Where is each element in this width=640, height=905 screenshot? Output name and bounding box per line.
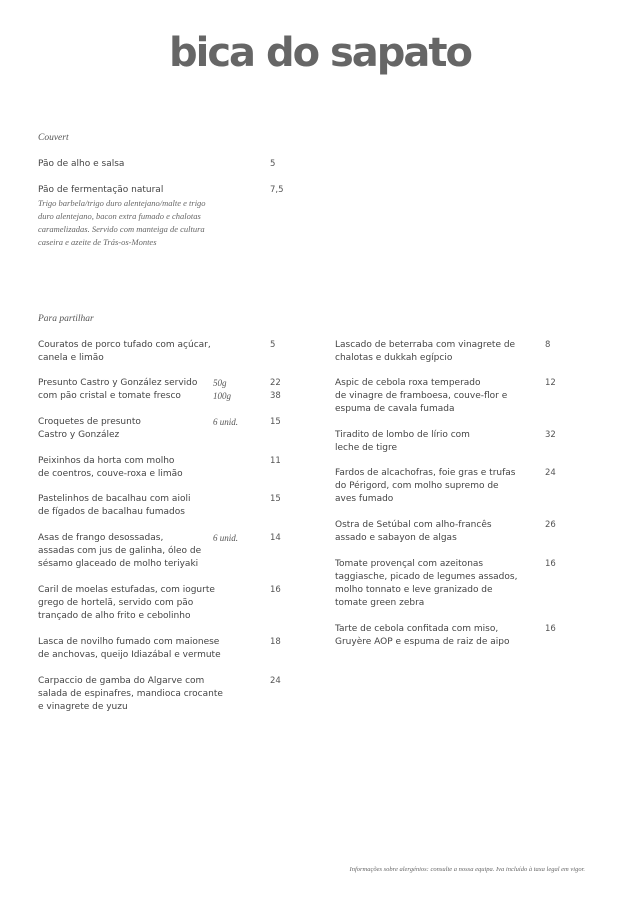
menu-item [335,339,535,365]
item-name: Pão de alho e salsa [38,159,125,169]
menu-item [38,675,268,714]
footer-note: Informações sobre alergénios: consulte a nossa equipa. Iva incluído à taxa legal em vigor. [349,866,585,873]
item-quantity: 50g 100g [213,378,231,401]
item-price: 16 [545,624,556,634]
item-name: Fardos de alcachofras, foie gras e trufas do Périgord, com molho supremo de aves fumado [335,468,516,504]
item-quantity: 6 unid. [213,533,239,543]
item-price: 24 [545,468,556,478]
item-name: Peixinhos da horta com molho de coentros, couve-roxa e limão [38,456,183,479]
item-price: 15 [270,494,281,504]
menu-item [38,339,258,365]
item-price: 12 [545,378,556,388]
item-price: 14 [270,533,281,543]
item-price: 22 38 [270,378,281,401]
item-price: 7,5 [270,185,284,195]
item-price: 8 [545,340,551,350]
item-price: 18 [270,637,281,647]
menu-item [335,377,535,416]
menu-item [38,584,268,623]
item-quantity: 6 unid. [213,417,239,427]
item-name: Pastelinhos de bacalhau com aioli de fígados de bacalhau fumados [38,494,191,517]
item-price: 5 [270,159,276,169]
menu-item [335,558,540,610]
item-name: Tiradito de lombo de lírio com leche de tigre [335,430,470,453]
menu-item [335,467,540,506]
section-label-share: Para partilhar [38,314,94,324]
menu-item [38,455,258,481]
item-price: 11 [270,456,281,466]
item-name: Asas de frango desossadas, assadas com jus de galinha, óleo de sésamo glaceado de molho teriyaki [38,533,202,569]
item-description: Trigo barbela/trigo duro alentejano/malte e trigo duro alentejano, bacon extra fumado e chalotas caramelizadas. Servido com manteiga de cultura caseira e azeite de Trás-os-Montes [38,198,206,247]
item-name: Ostra de Setúbal com alho-francês assado e sabayon de algas [335,520,492,543]
menu-item [335,519,535,545]
item-name: Caril de moelas estufadas, com iogurte grego de hortelã, servido com pão trançado de alho frito e cebolinho [38,585,215,621]
menu-item [38,158,258,171]
menu-item [38,493,258,519]
item-name: Pão de fermentação natural [38,185,164,195]
item-price: 16 [545,559,556,569]
item-name: Aspic de cebola roxa temperado de vinagre de framboesa, couve-flor e espuma de cavala fumada [335,378,508,414]
item-price: 16 [270,585,281,595]
item-name: Couratos de porco tufado com açúcar, canela e limão [38,340,211,363]
menu-item [38,184,263,249]
item-name: Carpaccio de gamba do Algarve com salada de espinafres, mandioca crocante e vinagrete de yuzu [38,676,223,712]
item-name: Croquetes de presunto Castro y González [38,417,141,440]
menu-item [335,623,540,649]
item-price: 26 [545,520,556,530]
menu-item [335,429,535,455]
item-price: 5 [270,340,276,350]
menu-item [38,636,268,662]
section-label-couvert: Couvert [38,133,69,143]
item-name: Presunto Castro y González servido com pão cristal e tomate fresco [38,378,198,401]
restaurant-title: bica do sapato [168,30,472,76]
item-name: Tomate provençal com azeitonas taggiasche, picado de legumes assados, molho tonnato e leve granizado de tomate green zebra [335,559,518,608]
item-name: Tarte de cebola confitada com miso, Gruyère AOP e espuma de raiz de aipo [335,624,510,647]
item-price: 15 [270,417,281,427]
item-price: 32 [545,430,556,440]
item-name: Lasca de novilho fumado com maionese de anchovas, queijo Idiazábal e vermute [38,637,221,660]
item-price: 24 [270,676,281,686]
item-name: Lascado de beterraba com vinagrete de chalotas e dukkah egípcio [335,340,516,363]
